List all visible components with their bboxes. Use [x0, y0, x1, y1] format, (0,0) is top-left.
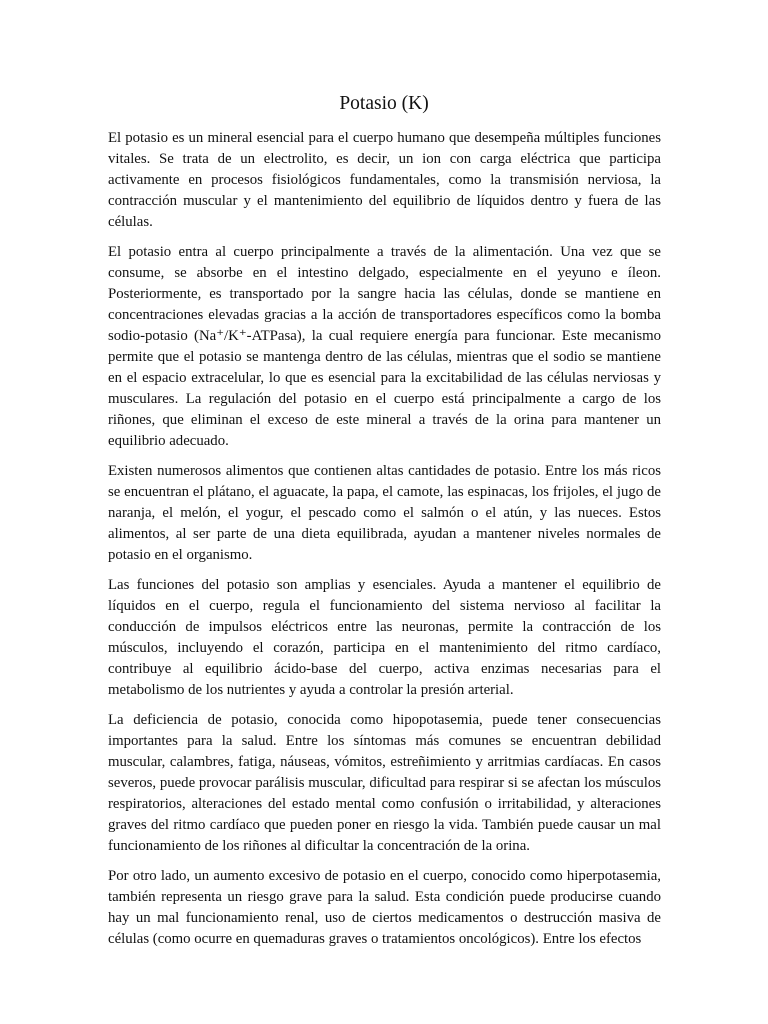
paragraph-2: El potasio entra al cuerpo principalmente a través de la alimentación. Una vez que se consume, se absorbe en el intestino delgado, especialmente en el yeyuno e íleon. Posteriormente, es transportado por la sangre hacia las células, donde se mantiene en concentraciones elevadas gracias a la acción de transportadores específicos como la bomba sodio-potasio (Na⁺/K⁺-ATPasa), la cual requiere energía para funcionar. Este mecanismo permite que el potasio se mantenga dentro de las células, mientras que el sodio se mantiene en el espacio extracelular, lo que es esencial para la excitabilidad de las células nerviosas y musculares. La regulación del potasio en el cuerpo está principalmente a cargo de los riñones, que eliminan el exceso de este mineral a través de la orina para mantener un equilibrio adecuado.	[108, 244, 661, 449]
paragraph-4: Las funciones del potasio son amplias y esenciales. Ayuda a mantener el equilibrio de líquidos en el cuerpo, regula el funcionamiento del sistema nervioso al facilitar la conducción de impulsos eléctricos entre las neuronas, permite la contracción de los músculos, incluyendo el corazón, participa en el mantenimiento del ritmo cardíaco, contribuye al equilibrio ácido-base del cuerpo, activa enzimas necesarias para el metabolismo de los nutrientes y ayuda a controlar la presión arterial.	[108, 577, 661, 698]
paragraph-6: Por otro lado, un aumento excesivo de potasio en el cuerpo, conocido como hiperpotasemia, también representa un riesgo grave para la salud. Esta condición puede producirse cuando hay un mal funcionamiento renal, uso de ciertos medicamentos o destrucción masiva de células (como ocurre en quemaduras graves o tratamientos oncológicos). Entre los efectos	[108, 868, 661, 947]
document-body	[108, 128, 661, 950]
paragraph-5: La deficiencia de potasio, conocida como hipopotasemia, puede tener consecuencias importantes para la salud. Entre los síntomas más comunes se encuentran debilidad muscular, calambres, fatiga, náuseas, vómitos, estreñimiento y arritmias cardíacas. En casos severos, puede provocar parálisis muscular, dificultad para respirar si se afectan los músculos respiratorios, alteraciones del estado mental como confusión o irritabilidad, y alteraciones graves del ritmo cardíaco que pueden poner en riesgo la vida. También puede causar un mal funcionamiento de los riñones al dificultar la concentración de la orina.	[108, 712, 661, 854]
paragraph-3: Existen numerosos alimentos que contienen altas cantidades de potasio. Entre los más ricos se encuentran el plátano, el aguacate, la papa, el camote, las espinacas, los frijoles, el jugo de naranja, el melón, el yogur, el pescado como el salmón o el atún, y las nueces. Estos alimentos, al ser parte de una dieta equilibrada, ayudan a mantener niveles normales de potasio en el organismo.	[108, 463, 661, 563]
paragraph-1: El potasio es un mineral esencial para el cuerpo humano que desempeña múltiples funciones vitales. Se trata de un electrolito, es decir, un ion con carga eléctrica que participa activamente en procesos fisiológicos fundamentales, como la transmisión nerviosa, la contracción muscular y el mantenimiento del equilibrio de líquidos dentro y fuera de las células.	[108, 130, 661, 230]
page-title: Potasio (K)	[339, 93, 429, 114]
